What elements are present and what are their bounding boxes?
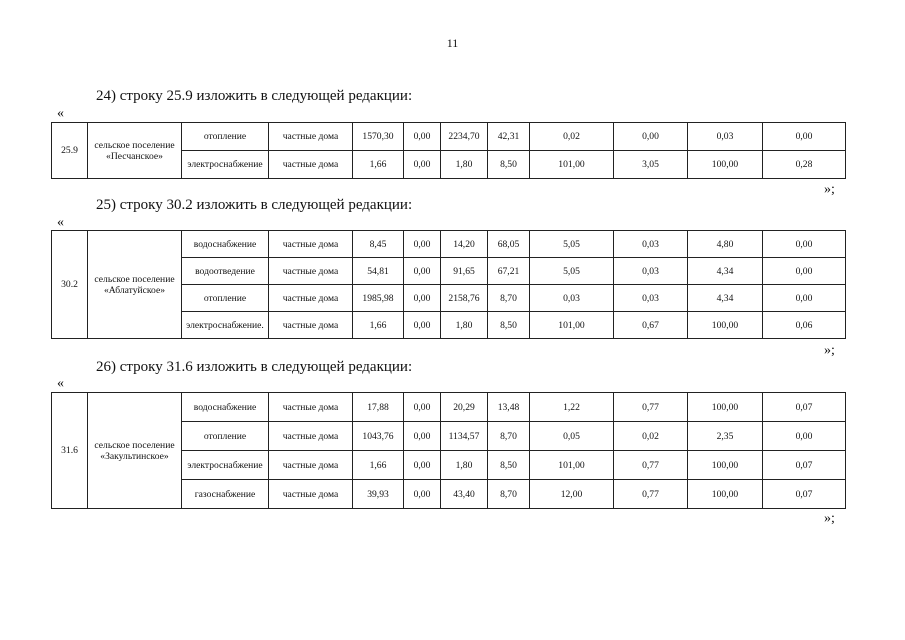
cell-value: 101,00 [530, 451, 614, 480]
cell-value: 0,03 [614, 258, 688, 285]
cell-value: 100,00 [688, 451, 763, 480]
cell-value: 100,00 [688, 312, 763, 339]
cell-value: 8,70 [488, 285, 530, 312]
cell-value: 13,48 [488, 393, 530, 422]
cell-value: 1,80 [441, 151, 488, 179]
cell-value: 0,07 [763, 451, 846, 480]
housing-type: частные дома [269, 123, 353, 151]
cell-value: 8,45 [353, 231, 404, 258]
housing-type: частные дома [269, 451, 353, 480]
cell-value: 0,77 [614, 451, 688, 480]
cell-value: 0,03 [614, 231, 688, 258]
cell-value: 101,00 [530, 312, 614, 339]
cell-value: 8,70 [488, 422, 530, 451]
service-name: отопление [182, 123, 269, 151]
cell-value: 17,88 [353, 393, 404, 422]
service-name: отопление [182, 285, 269, 312]
cell-value: 91,65 [441, 258, 488, 285]
cell-value: 1570,30 [353, 123, 404, 151]
cell-value: 1,66 [353, 451, 404, 480]
cell-value: 0,00 [763, 231, 846, 258]
cell-value: 0,00 [763, 285, 846, 312]
service-name: электроснабжение. [182, 312, 269, 339]
cell-value: 0,00 [404, 393, 441, 422]
cell-value: 2234,70 [441, 123, 488, 151]
cell-value: 4,34 [688, 285, 763, 312]
cell-value: 0,00 [404, 151, 441, 179]
cell-value: 0,00 [614, 123, 688, 151]
cell-value: 1,80 [441, 451, 488, 480]
close-quote-1: »; [824, 182, 835, 197]
cell-value: 0,03 [614, 285, 688, 312]
open-quote-1: « [57, 106, 64, 121]
cell-value: 0,07 [763, 480, 846, 509]
cell-value: 0,00 [404, 258, 441, 285]
cell-value: 0,03 [530, 285, 614, 312]
cell-value: 1,66 [353, 312, 404, 339]
row-id: 31.6 [52, 393, 88, 509]
cell-value: 20,29 [441, 393, 488, 422]
cell-value: 0,00 [404, 231, 441, 258]
cell-value: 0,00 [763, 422, 846, 451]
cell-value: 100,00 [688, 393, 763, 422]
cell-value: 0,00 [404, 123, 441, 151]
section-heading-1: 24) строку 25.9 изложить в следующей редакции: [96, 88, 413, 104]
cell-value: 0,03 [688, 123, 763, 151]
cell-value: 43,40 [441, 480, 488, 509]
close-quote-3: »; [824, 511, 835, 526]
cell-value: 12,00 [530, 480, 614, 509]
cell-value: 0,02 [614, 422, 688, 451]
cell-value: 4,34 [688, 258, 763, 285]
section-heading-3: 26) строку 31.6 изложить в следующей редакции: [96, 359, 413, 375]
row-id: 25.9 [52, 123, 88, 179]
cell-value: 0,00 [404, 285, 441, 312]
housing-type: частные дома [269, 422, 353, 451]
housing-type: частные дома [269, 312, 353, 339]
table-3 [51, 392, 846, 509]
cell-value: 101,00 [530, 151, 614, 179]
settlement-name: сельское поселение «Закультинское» [88, 393, 182, 509]
table-2 [51, 230, 846, 339]
cell-value: 2158,76 [441, 285, 488, 312]
cell-value: 0,67 [614, 312, 688, 339]
settlement-name: сельское поселение «Аблатуйское» [88, 231, 182, 339]
housing-type: частные дома [269, 151, 353, 179]
table-row [52, 231, 846, 258]
cell-value: 8,50 [488, 151, 530, 179]
housing-type: частные дома [269, 258, 353, 285]
service-name: водоотведение [182, 258, 269, 285]
table-row [52, 123, 846, 151]
cell-value: 0,00 [763, 123, 846, 151]
page-number: 11 [446, 36, 459, 50]
cell-value: 0,28 [763, 151, 846, 179]
cell-value: 1,80 [441, 312, 488, 339]
cell-value: 5,05 [530, 231, 614, 258]
cell-value: 0,06 [763, 312, 846, 339]
cell-value: 0,00 [404, 480, 441, 509]
cell-value: 14,20 [441, 231, 488, 258]
housing-type: частные дома [269, 480, 353, 509]
cell-value: 100,00 [688, 151, 763, 179]
settlement-name: сельское поселение «Песчанское» [88, 123, 182, 179]
close-quote-2: »; [824, 343, 835, 358]
service-name: отопление [182, 422, 269, 451]
cell-value: 1134,57 [441, 422, 488, 451]
service-name: электроснабжение [182, 151, 269, 179]
cell-value: 0,00 [404, 312, 441, 339]
service-name: водоснабжение [182, 231, 269, 258]
cell-value: 67,21 [488, 258, 530, 285]
cell-value: 42,31 [488, 123, 530, 151]
cell-value: 1,22 [530, 393, 614, 422]
table-row [52, 393, 846, 422]
cell-value: 39,93 [353, 480, 404, 509]
cell-value: 2,35 [688, 422, 763, 451]
row-id: 30.2 [52, 231, 88, 339]
cell-value: 68,05 [488, 231, 530, 258]
cell-value: 8,70 [488, 480, 530, 509]
housing-type: частные дома [269, 393, 353, 422]
cell-value: 8,50 [488, 312, 530, 339]
service-name: газоснабжение [182, 480, 269, 509]
section-heading-2: 25) строку 30.2 изложить в следующей редакции: [96, 197, 413, 213]
cell-value: 0,02 [530, 123, 614, 151]
cell-value: 54,81 [353, 258, 404, 285]
cell-value: 8,50 [488, 451, 530, 480]
open-quote-3: « [57, 376, 64, 391]
cell-value: 1043,76 [353, 422, 404, 451]
cell-value: 1985,98 [353, 285, 404, 312]
cell-value: 1,66 [353, 151, 404, 179]
housing-type: частные дома [269, 231, 353, 258]
cell-value: 4,80 [688, 231, 763, 258]
housing-type: частные дома [269, 285, 353, 312]
cell-value: 5,05 [530, 258, 614, 285]
open-quote-2: « [57, 215, 64, 230]
service-name: электроснабжение [182, 451, 269, 480]
cell-value: 0,00 [404, 451, 441, 480]
service-name: водоснабжение [182, 393, 269, 422]
cell-value: 100,00 [688, 480, 763, 509]
table-1 [51, 122, 846, 179]
cell-value: 0,00 [763, 258, 846, 285]
cell-value: 0,00 [404, 422, 441, 451]
cell-value: 0,07 [763, 393, 846, 422]
cell-value: 0,05 [530, 422, 614, 451]
cell-value: 0,77 [614, 393, 688, 422]
cell-value: 0,77 [614, 480, 688, 509]
cell-value: 3,05 [614, 151, 688, 179]
